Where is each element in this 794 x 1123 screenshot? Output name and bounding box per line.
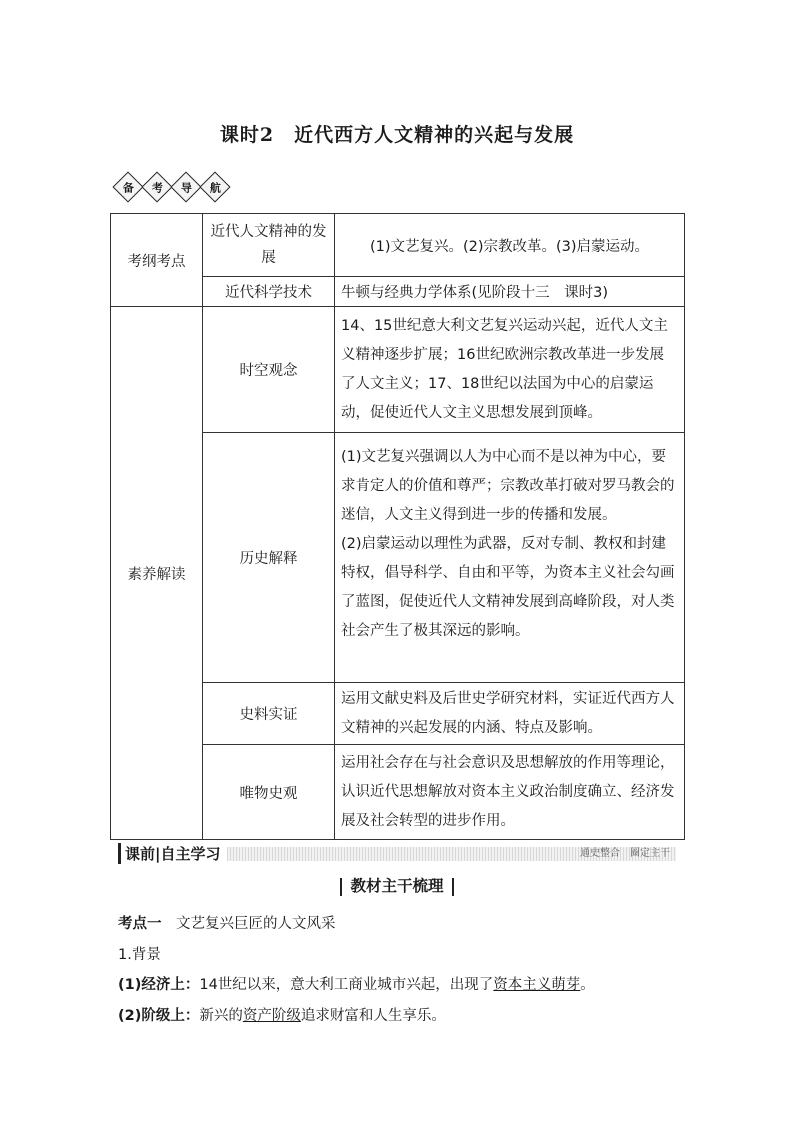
paragraph: (1)文艺复兴强调以人为中心而不是以神为中心，要求肯定人的价值和尊严；宗教改革打破对罗马教会的迷信，人文主义得到进一步的传播和发展。 bbox=[341, 449, 675, 523]
topic-cell: 近代科学技术 bbox=[203, 277, 335, 307]
section-bar bbox=[118, 844, 676, 863]
item-text: 14世纪以来，意大利工商业城市兴起，出现了 bbox=[199, 977, 494, 993]
content-cell: 运用文献史料及后世史学研究材料，实证近代西方人文精神的兴起发展的内涵、特点及影响。 bbox=[335, 683, 685, 745]
content-cell: (1)文艺复兴。(2)宗教改革。(3)启蒙运动。 bbox=[335, 214, 685, 277]
divider bbox=[452, 878, 454, 896]
suyang-label: 素养解读 bbox=[111, 307, 203, 840]
sub-heading bbox=[0, 874, 794, 896]
page-title: 课时2 近代西方人文精神的兴起与发展 bbox=[219, 124, 575, 146]
item-underline: 资本主义萌芽 bbox=[493, 977, 581, 993]
content-cell: 运用社会存在与社会意识及思想解放的作用等理论，认识近代思想解放对资本主义政治制度确立、经济发展及社会转型的进步作用。 bbox=[335, 745, 685, 840]
exam-guide-table bbox=[110, 213, 685, 840]
item-text: 新兴的 bbox=[199, 1008, 243, 1024]
kaodian-label: 考点一 bbox=[118, 916, 162, 932]
content-cell bbox=[335, 433, 685, 683]
beikao-daohang-badge bbox=[117, 176, 233, 198]
section-label: 课前|自主学习 bbox=[118, 843, 221, 864]
badge-char: 导 bbox=[180, 181, 192, 194]
item-prefix: (1)经济上： bbox=[118, 977, 200, 993]
background-heading: 1.背景 bbox=[118, 947, 161, 963]
section-label-right: 自主学习 bbox=[160, 845, 221, 863]
topic-cell: 历史解释 bbox=[203, 433, 335, 683]
background-item-economy bbox=[118, 973, 595, 994]
item-underline: 资产阶级 bbox=[242, 1008, 301, 1024]
topic-cell: 史料实证 bbox=[203, 683, 335, 745]
topic-cell: 近代人文精神的发展 bbox=[203, 214, 335, 277]
badge-char: 考 bbox=[151, 181, 163, 194]
badge-char: 航 bbox=[209, 181, 221, 194]
section-bar-fill bbox=[227, 847, 676, 861]
item-end: 。 bbox=[580, 977, 595, 993]
kaogang-label: 考纲考点 bbox=[111, 214, 203, 307]
background-item-class bbox=[118, 1004, 446, 1025]
kaodian-title bbox=[118, 912, 336, 933]
topic-cell: 时空观念 bbox=[203, 307, 335, 433]
section-bar-right: 通史整合 圈定主干 bbox=[580, 847, 670, 859]
content-cell: 14、15世纪意大利文艺复兴运动兴起，近代人文主义精神逐步扩展；16世纪欧洲宗教改革进一步发展了人文主义；17、18世纪以法国为中心的启蒙运动，促使近代人文主义思想发展到顶峰。 bbox=[335, 307, 685, 433]
sub-heading-text: 教材主干梳理 bbox=[350, 877, 444, 895]
content-cell: 牛顿与经典力学体系(见阶段十三 课时3) bbox=[335, 277, 685, 307]
badge-char: 备 bbox=[122, 181, 134, 194]
topic-cell: 唯物史观 bbox=[203, 745, 335, 840]
kaodian-text: 文艺复兴巨匠的人文风采 bbox=[176, 916, 336, 932]
section-label-left: 课前 bbox=[125, 845, 156, 863]
paragraph: (2)启蒙运动以理性为武器，反对专制、教权和封建特权，倡导科学、自由和平等，为资本主义社会勾画了蓝图，促使近代人文精神发展到高峰阶段，对人类社会产生了极其深远的影响。 bbox=[341, 536, 675, 639]
item-end: 追求财富和人生享乐。 bbox=[300, 1008, 446, 1024]
item-prefix: (2)阶级上： bbox=[118, 1008, 200, 1024]
divider bbox=[340, 878, 342, 896]
